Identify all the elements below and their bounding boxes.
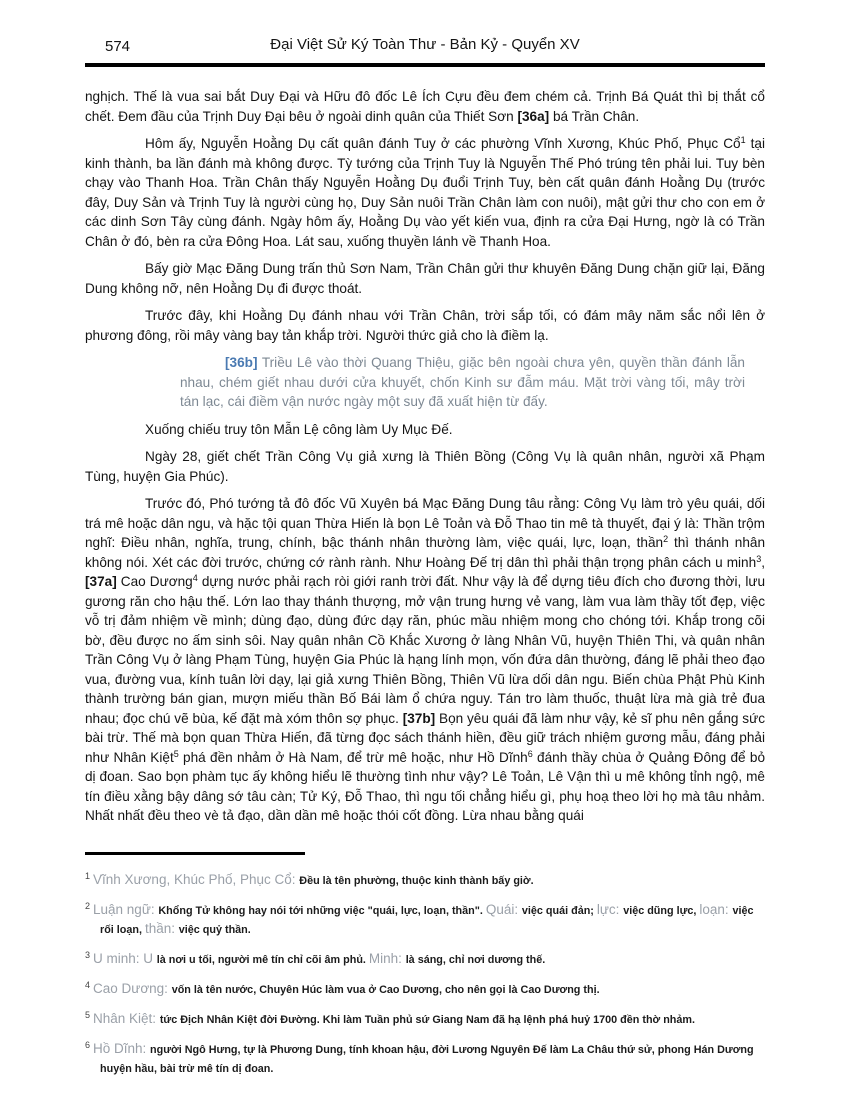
footnote-text [93, 902, 756, 936]
footnote-text [93, 872, 534, 887]
footnote [85, 1040, 765, 1078]
text-segment: Luận ngữ: [93, 901, 159, 917]
text-segment: [36a] [517, 108, 550, 124]
quote-block [180, 353, 749, 412]
text-segment: lực: [596, 901, 624, 917]
text-segment: Nhân Kiệt: [93, 1010, 160, 1026]
text-segment: , [761, 554, 769, 570]
footnote-text [93, 1041, 757, 1075]
text-segment: Vĩnh Xương, Khúc Phố, Phục Cổ: [93, 871, 300, 887]
text-segment: là sáng, chỉ nơi dương thế. [405, 953, 546, 966]
text-segment: Minh: [368, 950, 406, 966]
text-segment: thần: [145, 920, 179, 936]
paragraph [85, 134, 769, 251]
text-segment: Trước đây, khi Hoằng Dụ đánh nhau với Trần Chân, trời sắp tối, có đám mây năm sắc nổi lên ở phương đông, rồi mây vàng bay tản khắp trời. Người thức giả cho là điềm lạ. [85, 308, 769, 343]
paragraph-continued [85, 87, 769, 126]
superscript-ref: 3 [756, 553, 762, 564]
text-segment: thì thánh nhân không nói. Xét các đời trước, chứng cớ rành rành. Như Hoàng Đế trị dân thì phải thận trọng phân cách u minh [85, 535, 769, 570]
text-segment: [36b] [225, 355, 258, 370]
page-number: 574 [105, 38, 131, 55]
footnote-text [93, 1011, 695, 1026]
text-segment: Ngày 28, giết chết Trần Công Vụ giả xưng là Thiên Bồng (Công Vụ là quân nhân, người xã Phạm Tùng, huyện Gia Phúc). [85, 449, 769, 484]
paragraph [85, 420, 765, 440]
text-segment: dựng nước phải rạch ròi giới ranh trời đất. Như vậy là để dựng tiêu đích cho đương thời, lưu gương răn cho hậu thế. Lớn lao thay thánh thượng, mở vận trung hưng vẻ vang, làm vua làm thầy tốt đẹp, việc vỗ trị đảm nhiệm về mình; dùng đạo, dùng đức dạy răn, phúc mầu nhiệm mong cho chóng tới. Khắp trong cõi bờ, đều được no ấm sinh sôi. Nay quân nhân Cồ Khắc Xương ở làng Nhân Vũ, huyện Thiên Thi, và quân nhân Trần Công Vụ ở làng Phạm Tùng, huyện Gia Phúc là hạng lính mọn, vốn đứa dân thường, đáng lẽ phải theo đạo vua, đường vua, kính tuân lời dạy, lại giả xưng Thiên Bồng, Thiên Vũ lừa dối dân ngu. Biến chùa Phật Phù Kinh thành trường bán gian, mượn miếu thần Bố Bái làm ổ chứa nguy. Tán tro làm thuốc, thuật lừa mà già trẻ đua nhau; đọc chú vẽ bùa, kế đặt mà xóm thôn sợ phục. [85, 574, 769, 726]
text-segment: tại kinh thành, ba lần đánh mà không được. Tỳ tướng của Trịnh Tuy là Nguyễn Thế Phó trúng tên phải lui. Tuy bèn chạy vào Thanh Hoa. Trần Chân thấy Nguyễn Hoằng Dụ đuổi Trịnh Tuy, bèn cất quân đánh Hoằng Dụ (trước đây, Duy Sản và Trịnh Tuy là người cùng họ, Duy Sản nuôi Trần Chân làm con nuôi), mật gửi thư cho con em ở các dinh Sơn Tây cùng đánh. Ngày hôm ấy, Hoằng Dụ vào yết kiến vua, định ra cửa Đại Hưng, ngờ là có Trần Chân ở đó, bèn ra cửa Đông Hoa. Lát sau, xuống thuyền lánh về Thanh Hoa. [85, 136, 769, 249]
footnotes-section [85, 852, 765, 1078]
body-text [85, 87, 769, 826]
footnote-number: 1 [85, 870, 91, 881]
footnote-number: 4 [85, 979, 91, 990]
text-segment: việc quái đản; [521, 904, 597, 917]
superscript-ref: 2 [663, 534, 669, 544]
page-title: Đại Việt Sử Ký Toàn Thư - Bản Kỷ - Quyển XV [270, 36, 580, 53]
footnote [85, 980, 765, 999]
header-rule [85, 63, 765, 67]
text-segment: nghịch. Thế là vua sai bắt Duy Đại và Hữu đô đốc Lê Ích Cựu đều đem chém cả. Trịnh Bá Quát thì bị thắt cổ chết. Đem đầu của Trịnh Duy Đại bêu ở ngoài dinh quân của Thiết Sơn [85, 89, 769, 124]
paragraph [85, 259, 769, 298]
text-segment: là nơi u tối, người mê tín chỉ cõi âm phủ. [156, 953, 369, 966]
footnote [85, 950, 765, 969]
superscript-ref: 5 [173, 748, 179, 759]
text-segment: [37b] [402, 710, 436, 726]
text-segment: bá Trần Chân. [549, 108, 640, 124]
footnote-text [93, 981, 600, 996]
text-segment: Hồ Dĩnh: [93, 1040, 151, 1056]
text-segment: Khổng Tử không hay nói tới những việc "quái, lực, loạn, thần". [158, 904, 486, 917]
text-segment: Hôm ấy, Nguyễn Hoằng Dụ cất quân đánh Tuy ở các phường Vĩnh Xương, Khúc Phố, Phục Cổ [145, 136, 741, 151]
text-segment: Cao Dương: [93, 980, 172, 996]
footnote [85, 901, 765, 939]
footnote-number: 2 [85, 900, 91, 911]
text-segment: vốn là tên nước, Chuyên Húc làm vua ở Cao Dương, cho nên gọi là Cao Dương thị. [171, 983, 600, 996]
text-segment: Bấy giờ Mạc Đăng Dung trấn thủ Sơn Nam, Trần Chân gửi thư khuyên Đăng Dung chặn giữ lại, Đăng Dung không nỡ, nên Hoằng Dụ đi được thoát. [85, 261, 769, 296]
footnote [85, 871, 765, 890]
paragraph [85, 447, 769, 486]
text-segment: [37a] [85, 574, 117, 589]
footnote-number: 3 [85, 949, 91, 960]
text-segment: việc rối loạn, [100, 904, 757, 936]
text-segment: Quái: [485, 901, 522, 917]
superscript-ref: 4 [192, 573, 198, 583]
text-segment: phá đền nhảm ở Hà Nam, để trừ mê hoặc, như Hồ Dĩnh [178, 749, 528, 765]
text-segment: Cao Dương [116, 574, 193, 589]
superscript-ref: 6 [527, 748, 533, 759]
paragraph [85, 494, 769, 826]
text-segment: đánh thầy chùa ở Quảng Đông để bỏ dị đoan. Sao bọn phàm tục ấy không hiểu lẽ thường tình như vậy? Lê Toản, Lê Vận thì u mê không tỉnh ngộ, mê tín điều xằng bậy dâng sớ tâu càn; Tử Ký, Đỗ Thao, thì ngu tối chẳng hiểu gì, phụ hoạ theo lời họ mà tâu nhảm. Nhất nhất đều theo vè tả đạo, dần dần mê hoặc thói cốt đồng. Lừa nhau bằng quái [85, 749, 769, 823]
text-segment: U minh: U [93, 950, 157, 966]
text-segment: loạn: [699, 901, 733, 917]
paragraph [85, 306, 769, 345]
footnote-number: 5 [85, 1009, 91, 1020]
superscript-ref: 1 [740, 135, 746, 145]
footnote-separator [85, 852, 305, 855]
text-segment: việc quỷ thần. [178, 923, 251, 936]
text-segment: người Ngô Hưng, tự là Phương Dung, tính khoan hậu, đời Lương Nguyên Đế làm La Châu thứ sử, phong Hán Dương huyện hầu, bài trừ mê tín dị đoan. [100, 1043, 757, 1075]
text-segment: Triều Lê vào thời Quang Thiệu, giặc bên ngoài chưa yên, quyền thần đánh lẫn nhau, chém giết nhau dưới cửa khuyết, chốn Kinh sư đẫm máu. Mặt trời vàng tối, mây trời tán lạc, cái điềm vận nước ngày một suy đã xuất hiện từ đấy. [180, 355, 749, 409]
footnote [85, 1010, 765, 1029]
footnote-text [93, 951, 545, 966]
text-segment: việc dũng lực, [623, 904, 700, 917]
text-segment: Bọn yêu quái đã làm như vậy, kẻ sĩ phu nên gắng sức bài trừ. Thế mà bọn quan Thừa Hiến, đã từng đọc sách thánh hiền, đều giữ trách nhiệm gương mẫu, đáng phải như Nhân Kiệt [85, 710, 769, 765]
text-segment: tức Địch Nhân Kiệt đời Đường. Khi làm Tuần phủ sứ Giang Nam đã hạ lệnh phá huỷ 1700 đền thờ nhảm. [159, 1013, 696, 1026]
page-header [85, 36, 765, 58]
footnote-number: 6 [85, 1039, 91, 1050]
text-segment: Xuống chiếu truy tôn Mẫn Lệ công làm Uy Mục Đế. [145, 421, 453, 437]
text-segment: Đều là tên phường, thuộc kinh thành bấy giờ. [299, 874, 534, 887]
text-segment: Trước đó, Phó tướng tả đô đốc Vũ Xuyên bá Mạc Đăng Dung tâu rằng: Công Vụ làm trò yêu quái, dối trá mê hoặc dân ngu, và hặc tội quan Thừa Hiến là bọn Lê Toản và Đỗ Thao tin mê tà thuyết, đại ý là: Thần trộm nghĩ: Điều nhân, nghĩa, trung, chính, bậc thánh nhân thường làm, việc quái, lực, loạn, thần [85, 496, 769, 550]
